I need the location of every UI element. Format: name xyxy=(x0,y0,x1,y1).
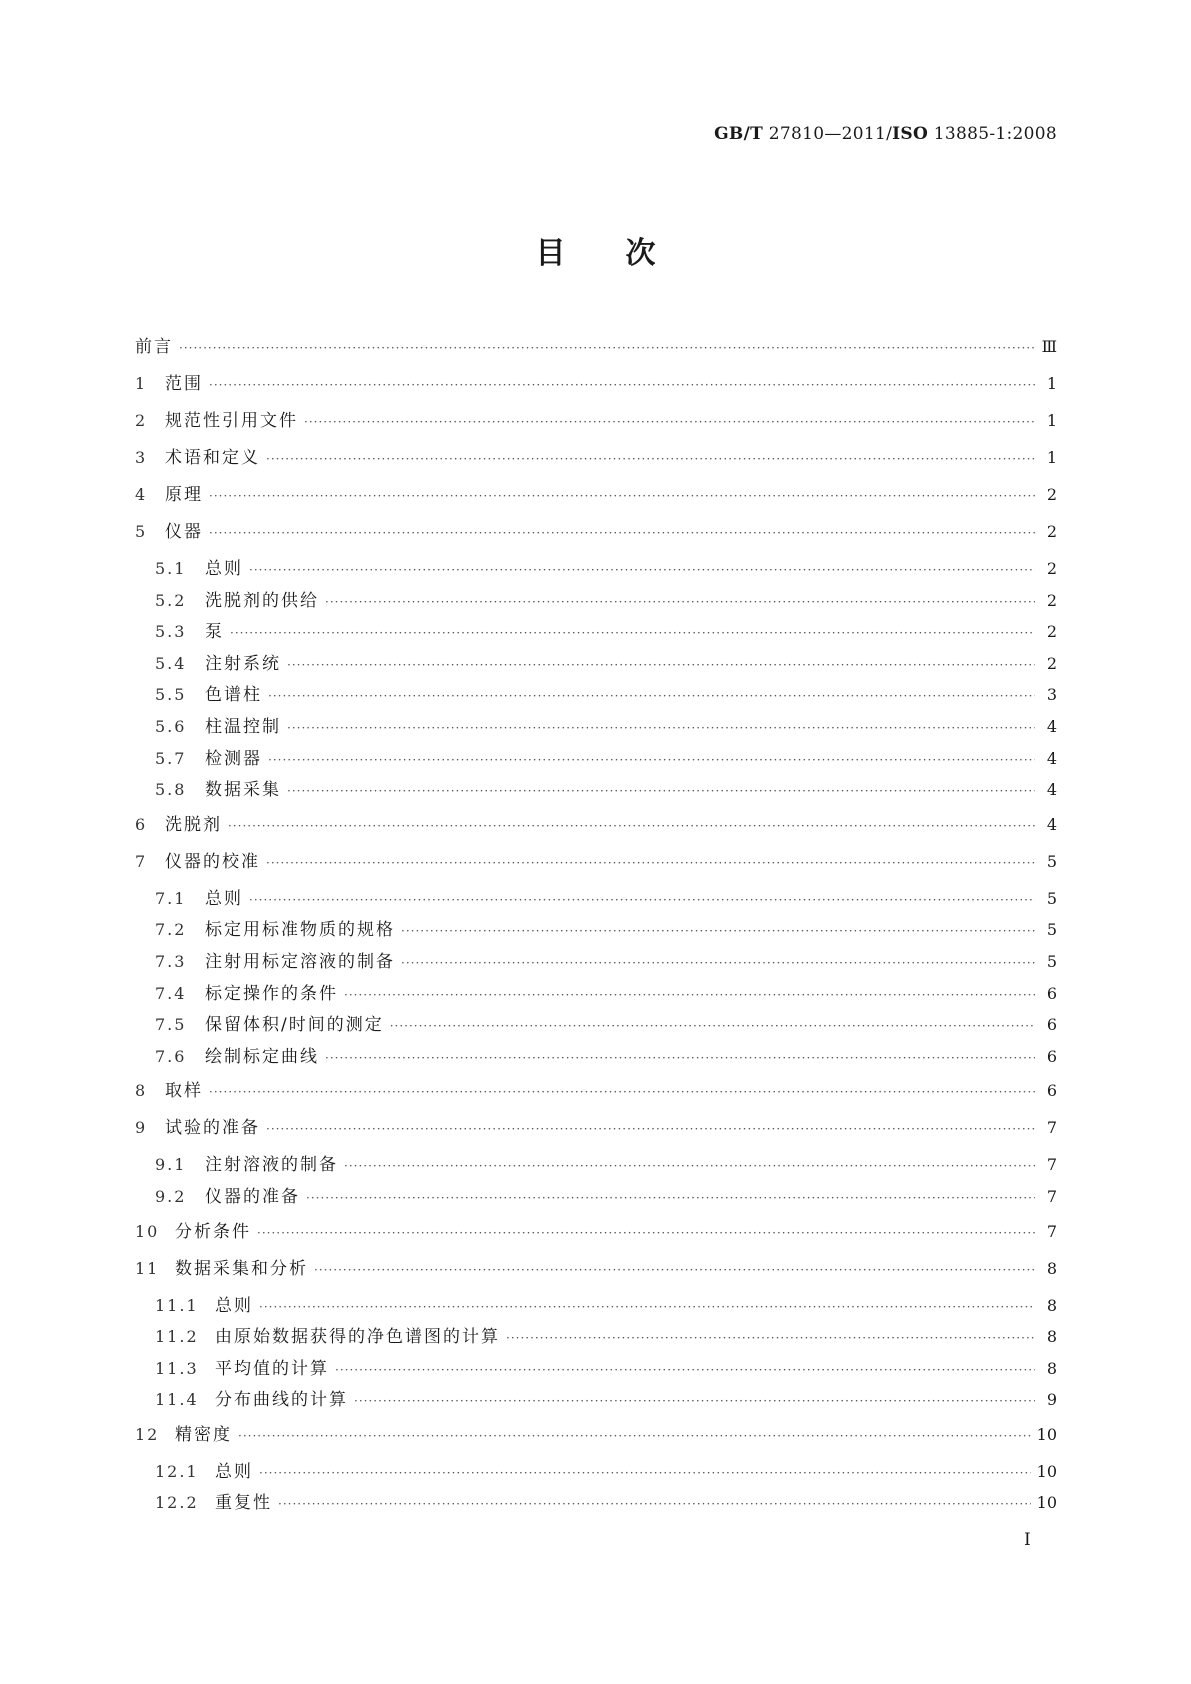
toc-entry[interactable] xyxy=(135,1354,1057,1386)
toc-entry-number: 11.1 xyxy=(155,1295,199,1315)
table-of-contents xyxy=(135,332,1057,1520)
toc-entry-label: 重复性 xyxy=(215,1493,272,1514)
toc-entry-number: 10 xyxy=(135,1221,160,1241)
toc-entry-label: 洗脱剂 xyxy=(165,814,222,835)
toc-entry-number: 4 xyxy=(135,485,148,504)
toc-entry-label: 总则 xyxy=(215,1295,253,1316)
toc-entry-page: 6 xyxy=(1046,1081,1057,1101)
toc-leader-dots xyxy=(304,415,1035,429)
toc-leader-dots xyxy=(390,1019,1035,1033)
toc-entry-label: 注射用标定溶液的制备 xyxy=(205,951,395,972)
toc-leader-dots xyxy=(249,563,1035,577)
toc-entry[interactable] xyxy=(135,712,1057,744)
toc-entry-label: 取样 xyxy=(165,1081,203,1102)
toc-entry-page: 2 xyxy=(1046,653,1057,673)
toc-entry-page: 8 xyxy=(1046,1295,1057,1315)
toc-entry-number: 5.5 xyxy=(155,685,187,705)
toc-leader-dots xyxy=(287,658,1035,672)
toc-entry-page: 2 xyxy=(1046,485,1057,504)
toc-entry-number: 9.1 xyxy=(155,1155,187,1175)
toc-entry[interactable] xyxy=(135,369,1057,406)
toc-entry[interactable] xyxy=(135,443,1057,480)
toc-entry[interactable] xyxy=(135,1457,1057,1489)
toc-entry-label: 前言 xyxy=(135,337,173,357)
toc-entry-page: 2 xyxy=(1046,559,1057,578)
toc-entry-label: 精密度 xyxy=(175,1424,232,1445)
toc-entry-label: 术语和定义 xyxy=(165,448,260,468)
toc-entry-number: 2 xyxy=(135,411,148,430)
toc-leader-dots xyxy=(230,626,1035,640)
toc-entry-page: 8 xyxy=(1046,1327,1057,1347)
toc-entry-number: 7.2 xyxy=(155,920,187,940)
toc-entry-number: 5.8 xyxy=(155,780,187,800)
toc-leader-dots xyxy=(278,1497,1031,1511)
toc-leader-dots xyxy=(268,753,1035,767)
toc-entry[interactable] xyxy=(135,775,1057,807)
toc-entry-page: 7 xyxy=(1046,1118,1057,1138)
toc-leader-dots xyxy=(266,452,1035,466)
toc-items xyxy=(135,369,1057,1520)
toc-entry-number: 7.3 xyxy=(155,951,187,971)
toc-entry-label: 标定操作的条件 xyxy=(205,983,338,1004)
toc-leader-dots xyxy=(325,1051,1035,1065)
toc-entry-label: 仪器的准备 xyxy=(205,1186,300,1207)
toc-entry-label: 数据采集和分析 xyxy=(175,1258,308,1279)
toc-entry-page: 10 xyxy=(1036,1493,1057,1513)
toc-leader-dots xyxy=(344,1159,1035,1173)
toc-entry-number: 9 xyxy=(135,1118,148,1138)
toc-entry-number: 7.1 xyxy=(155,888,187,908)
toc-entry[interactable] xyxy=(135,1042,1057,1074)
toc-entry-number: 7.6 xyxy=(155,1046,187,1066)
toc-leader-dots xyxy=(314,1263,1035,1277)
standard-iso-prefix: ISO xyxy=(892,124,929,144)
toc-entry-number: 5 xyxy=(135,522,148,541)
toc-entry-page: 2 xyxy=(1046,590,1057,610)
toc-entry-page: 10 xyxy=(1036,1424,1057,1444)
toc-leader-dots xyxy=(209,378,1035,392)
toc-entry[interactable] xyxy=(135,554,1057,586)
toc-entry-label: 保留体积/时间的测定 xyxy=(205,1015,384,1036)
toc-leader-dots xyxy=(354,1394,1035,1408)
toc-entry-label: 规范性引用文件 xyxy=(165,411,298,431)
toc-entry-number: 5.3 xyxy=(155,622,187,642)
toc-entry-label: 平均值的计算 xyxy=(215,1358,329,1379)
toc-entry-label: 注射溶液的制备 xyxy=(205,1155,338,1176)
toc-entry[interactable] xyxy=(135,1488,1057,1520)
toc-leader-dots xyxy=(257,1226,1035,1240)
toc-entry[interactable] xyxy=(135,979,1057,1011)
toc-entry-label: 分析条件 xyxy=(175,1221,251,1242)
toc-entry-page: 10 xyxy=(1036,1461,1057,1481)
toc-entry-label: 色谱柱 xyxy=(205,685,262,706)
toc-entry-page: 5 xyxy=(1046,920,1057,940)
toc-entry-page: Ⅲ xyxy=(1041,337,1057,356)
toc-entry-label: 仪器的校准 xyxy=(165,851,260,872)
toc-leader-dots xyxy=(209,1085,1035,1099)
page-title: 目次 xyxy=(535,236,716,271)
toc-entry-number: 1 xyxy=(135,374,148,393)
toc-entry-page: 5 xyxy=(1046,951,1057,971)
toc-entry-page: 6 xyxy=(1046,1015,1057,1035)
toc-entry-page: 2 xyxy=(1046,522,1057,541)
toc-entry[interactable] xyxy=(135,847,1057,884)
toc-leader-dots xyxy=(268,689,1035,703)
toc-entry-page: 2 xyxy=(1046,622,1057,642)
toc-entry-number: 12.2 xyxy=(155,1493,199,1513)
toc-entry-page: 4 xyxy=(1046,780,1057,800)
toc-leader-dots xyxy=(335,1363,1035,1377)
toc-leader-dots xyxy=(259,1466,1031,1480)
toc-entry-page: 8 xyxy=(1046,1358,1057,1378)
toc-entry[interactable] xyxy=(135,1150,1057,1182)
toc-leader-dots xyxy=(401,924,1035,938)
toc-entry-label: 泵 xyxy=(205,622,224,643)
standard-prefix: GB/T xyxy=(714,124,764,144)
toc-entry-page: 3 xyxy=(1046,685,1057,705)
toc-entry-number: 12 xyxy=(135,1424,160,1444)
toc-entry[interactable] xyxy=(135,1113,1057,1150)
toc-entry[interactable] xyxy=(135,1076,1057,1113)
toc-entry[interactable] xyxy=(135,1010,1057,1042)
footer-page-number: I xyxy=(1024,1530,1031,1550)
toc-entry[interactable] xyxy=(135,1385,1057,1417)
toc-entry-label: 原理 xyxy=(165,485,203,505)
toc-entry-number: 5.4 xyxy=(155,653,187,673)
toc-entry-number: 9.2 xyxy=(155,1186,187,1206)
toc-entry-page: 1 xyxy=(1046,448,1057,467)
toc-entry-label: 总则 xyxy=(205,559,243,579)
toc-entry-number: 5.6 xyxy=(155,716,187,736)
toc-entry[interactable] xyxy=(135,406,1057,443)
toc-entry-page: 9 xyxy=(1046,1390,1057,1410)
toc-entry-page: 7 xyxy=(1046,1155,1057,1175)
toc-leader-dots xyxy=(306,1191,1035,1205)
toc-entry-label: 注射系统 xyxy=(205,653,281,674)
toc-entry[interactable] xyxy=(135,915,1057,947)
toc-entry-preface[interactable] xyxy=(135,332,1057,369)
toc-entry-page: 4 xyxy=(1046,814,1057,834)
toc-leader-dots xyxy=(266,856,1035,870)
toc-entry[interactable] xyxy=(135,810,1057,847)
toc-leader-dots xyxy=(249,893,1035,907)
toc-entry-number: 7.4 xyxy=(155,983,187,1003)
toc-entry[interactable] xyxy=(135,884,1057,916)
toc-entry[interactable] xyxy=(135,1322,1057,1354)
toc-leader-dots xyxy=(401,956,1035,970)
toc-entry-number: 7.5 xyxy=(155,1015,187,1035)
toc-entry-page: 4 xyxy=(1046,748,1057,768)
toc-leader-dots xyxy=(287,721,1035,735)
toc-entry-number: 5.2 xyxy=(155,590,187,610)
toc-leader-dots xyxy=(344,988,1035,1002)
toc-entry-page: 4 xyxy=(1046,716,1057,736)
standard-number-mid: 27810—2011/ xyxy=(763,124,893,144)
toc-entry-page: 1 xyxy=(1046,411,1057,430)
toc-entry[interactable] xyxy=(135,480,1057,517)
toc-entry-page: 8 xyxy=(1046,1258,1057,1278)
toc-entry[interactable] xyxy=(135,1291,1057,1323)
toc-entry-label: 总则 xyxy=(205,888,243,909)
toc-entry[interactable] xyxy=(135,1420,1057,1457)
standard-number-tail: 13885-1:2008 xyxy=(928,124,1057,144)
toc-leader-dots xyxy=(238,1429,1031,1443)
standard-number-header xyxy=(714,124,1057,144)
toc-entry-page: 7 xyxy=(1046,1186,1057,1206)
toc-entry-page: 6 xyxy=(1046,983,1057,1003)
toc-entry[interactable] xyxy=(135,1182,1057,1214)
toc-entry-number: 11.3 xyxy=(155,1358,199,1378)
toc-entry-number: 11.2 xyxy=(155,1327,199,1347)
toc-entry-label: 洗脱剂的供给 xyxy=(205,590,319,611)
toc-entry[interactable] xyxy=(135,947,1057,979)
toc-entry-page: 1 xyxy=(1046,374,1057,393)
toc-leader-dots xyxy=(287,784,1035,798)
toc-entry-number: 11 xyxy=(135,1258,160,1278)
toc-entry-label: 试验的准备 xyxy=(165,1118,260,1139)
toc-entry-number: 5.1 xyxy=(155,559,187,578)
toc-entry-number: 12.1 xyxy=(155,1461,199,1481)
toc-entry-label: 总则 xyxy=(215,1461,253,1482)
toc-entry-label: 分布曲线的计算 xyxy=(215,1390,348,1411)
toc-entry-label: 检测器 xyxy=(205,748,262,769)
toc-entry-number: 8 xyxy=(135,1081,148,1101)
toc-entry-page: 7 xyxy=(1046,1221,1057,1241)
toc-entry[interactable] xyxy=(135,1217,1057,1254)
toc-entry-number: 6 xyxy=(135,814,148,834)
toc-entry[interactable] xyxy=(135,680,1057,712)
toc-leader-dots xyxy=(259,1300,1035,1314)
toc-entry[interactable] xyxy=(135,744,1057,776)
toc-entry[interactable] xyxy=(135,586,1057,618)
toc-entry[interactable] xyxy=(135,1254,1057,1291)
toc-entry[interactable] xyxy=(135,617,1057,649)
toc-entry-number: 5.7 xyxy=(155,748,187,768)
toc-entry-label: 仪器 xyxy=(165,522,203,542)
toc-entry-number: 7 xyxy=(135,851,148,871)
toc-entry-page: 5 xyxy=(1046,851,1057,871)
toc-entry-page: 6 xyxy=(1046,1046,1057,1066)
toc-entry-label: 绘制标定曲线 xyxy=(205,1046,319,1067)
toc-leader-dots xyxy=(209,526,1035,540)
toc-entry-label: 柱温控制 xyxy=(205,716,281,737)
toc-entry-number: 3 xyxy=(135,448,148,467)
toc-leader-dots xyxy=(506,1331,1035,1345)
toc-entry-label: 数据采集 xyxy=(205,780,281,801)
toc-entry-label: 由原始数据获得的净色谱图的计算 xyxy=(215,1327,500,1348)
toc-leader-dots xyxy=(325,595,1035,609)
toc-leader-dots xyxy=(179,341,1035,355)
toc-leader-dots xyxy=(209,489,1035,503)
toc-entry[interactable] xyxy=(135,517,1057,554)
toc-leader-dots xyxy=(266,1122,1035,1136)
toc-entry-label: 标定用标准物质的规格 xyxy=(205,920,395,941)
toc-leader-dots xyxy=(228,819,1035,833)
toc-entry-label: 范围 xyxy=(165,374,203,394)
toc-entry[interactable] xyxy=(135,649,1057,681)
toc-entry-page: 5 xyxy=(1046,888,1057,908)
toc-entry-number: 11.4 xyxy=(155,1390,199,1410)
